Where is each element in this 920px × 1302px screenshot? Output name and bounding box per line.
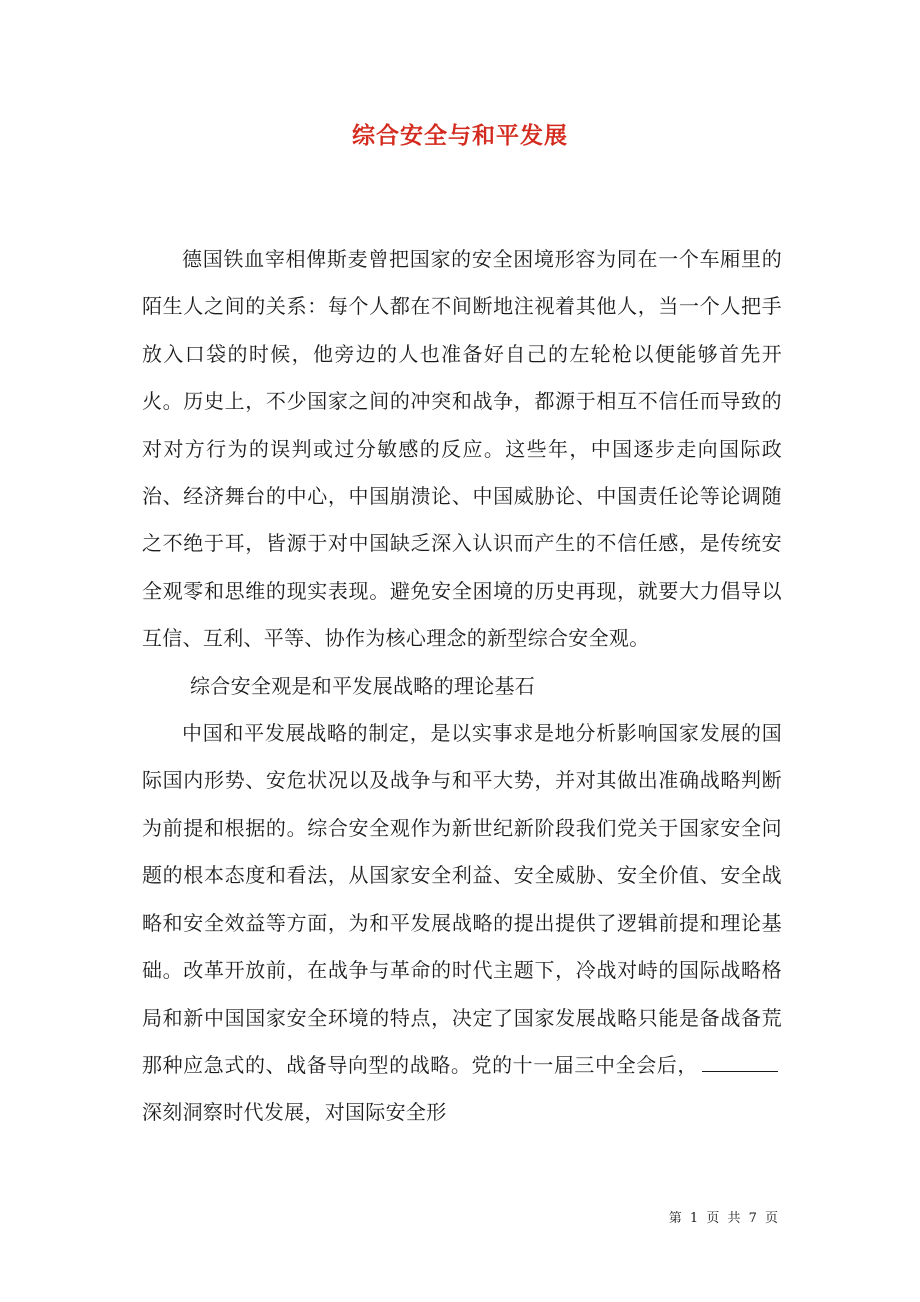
document-body: [142, 236, 782, 1137]
document-title: 综合安全与和平发展: [352, 122, 568, 149]
paragraph-2: [142, 710, 782, 1137]
paragraph-1: 德国铁血宰相俾斯麦曾把国家的安全困境形容为同在一个车厢里的陌生人之间的关系：每个人都在不间断地注视着其他人，当一个人把手放入口袋的时候，他旁边的人也准备好自己的左轮枪以便能够首先开火。历史上，不少国家之间的冲突和战争，都源于相互不信任而导致的对对方行为的误判或过分敏感的反应。这些年，中国逐步走向国际政治、经济舞台的中心，中国崩溃论、中国威胁论、中国责任论等论调随之不绝于耳，皆源于对中国缺乏深入认识而产生的不信任感，是传统安全观零和思维的现实表现。避免安全困境的历史再现，就要大力倡导以互信、互利、平等、协作为核心理念的新型综合安全观。: [142, 247, 782, 651]
paragraph-2-text-b: 深刻洞察时代发展，对国际安全形: [142, 1100, 447, 1125]
section-subheading: 综合安全观是和平发展战略的理论基石: [190, 673, 536, 698]
paragraph-2-text-a: 中国和平发展战略的制定，是以实事求是地分析影响国家发展的国际国内形势、安危状况以及战争与和平大势，并对其做出准确战略判断为前提和根据的。综合安全观作为新世纪新阶段我们党关于国家安全问题的根本态度和看法，从国家安全利益、安全威胁、安全价值、安全战略和安全效益等方面，为和平发展战略的提出提供了逻辑前提和理论基础。改革开放前，在战争与革命的时代主题下，冷战对峙的国际战略格局和新中国国家安全环境的特点，决定了国家发展战略只能是备战备荒那种应急式的、战备导向型的战略。党的十一届三中全会后，: [142, 721, 782, 1077]
fill-in-blank: [702, 1051, 778, 1072]
page-number-footer: 第 1 页 共 7 页: [668, 1211, 780, 1226]
